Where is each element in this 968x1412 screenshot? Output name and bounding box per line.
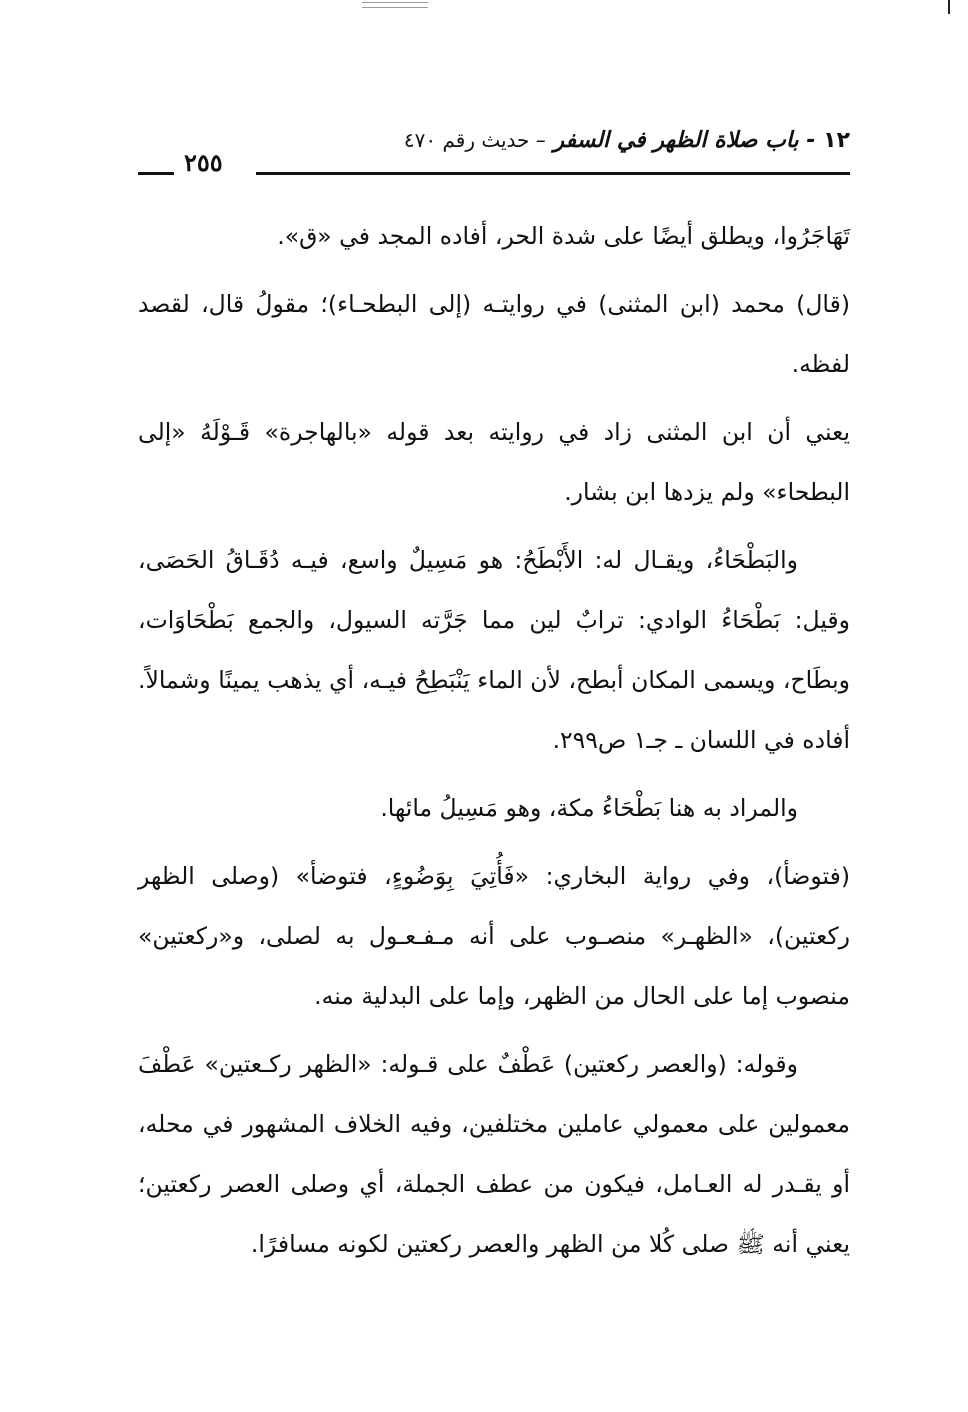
paragraph-3: يعني أن ابن المثنى زاد في روايته بعد قوله «بالهاجرة» قَـوْلَهُ «إلى البطحاء» ولم يزدها ابن بشار. <box>138 418 850 506</box>
scan-top-mark <box>362 2 428 8</box>
paragraph-6: (فتوضأ)، وفي رواية البخاري: «فَأُتِيَ بِوَضُوءٍ، فتوضأ» (وصلى الظهر ركعتين)، «الظهـر» منصـوب على أنه مـفـعـول به لصلى، و«ركعتين» منصوب إما على الحال من الظهر، وإما على البدلية منه. <box>138 862 850 1010</box>
hadith-reference: – حديث رقم ٤٧٠ <box>403 128 546 152</box>
paragraph-7: وقوله: (والعصر ركعتين) عَطْفٌ على قـوله: «الظهر ركـعتين» عَطْفَ معمولين على معمولي عاملين مختلفين، وفيه الخلاف المشهور في محله، أو يقـدر له العـامل، فيكون من عطف الجملة، أي وصلى العصر ركعتين؛ يعني أنه ﷺ صلى كُلا من الظهر والعصر ركعتين لكونه مسافرًا. <box>138 1050 850 1258</box>
header-rule <box>256 172 850 175</box>
paragraph-4: والبَطْحَاءُ، ويقـال له: الأَبْطَحُ: هو مَسِيلٌ واسع، فيـه دُقَـاقُ الحَصَى، وقيل: بَطْحَاءُ الوادي: ترابٌ لين مما جَرَّته السيول، والجمع بَطْحَاوَات، وبطَاح، ويسمى المكان أبطح، لأن الماء يَنْبَطِحُ فيـه، أي يذهب يمينًا وشمالاً. أفاده في اللسان ـ جـ١ ص٢٩٩. <box>138 546 850 754</box>
page-header <box>138 122 850 182</box>
chapter-title: - باب صلاة الظهر في السفر <box>553 128 816 153</box>
paragraph-2: (قال) محمد (ابن المثنى) في روايتـه (إلى البطحـاء)؛ مقولُ قال، لقصد لفظه. <box>138 290 850 378</box>
chapter-number: ١٢ <box>823 128 850 153</box>
page-number-rule <box>138 172 174 175</box>
running-title <box>404 128 850 153</box>
paragraph-1: تَهَاجَرُوا، ويطلق أيضًا على شدة الحر، أفاده المجد في «ق». <box>277 222 850 250</box>
page-number: ٢٥٥ <box>184 148 223 177</box>
scan-corner-mark <box>948 0 968 14</box>
paragraph-5: والمراد به هنا بَطْحَاءُ مكة، وهو مَسِيلُ مائها. <box>380 794 798 822</box>
body-text <box>138 206 850 1274</box>
